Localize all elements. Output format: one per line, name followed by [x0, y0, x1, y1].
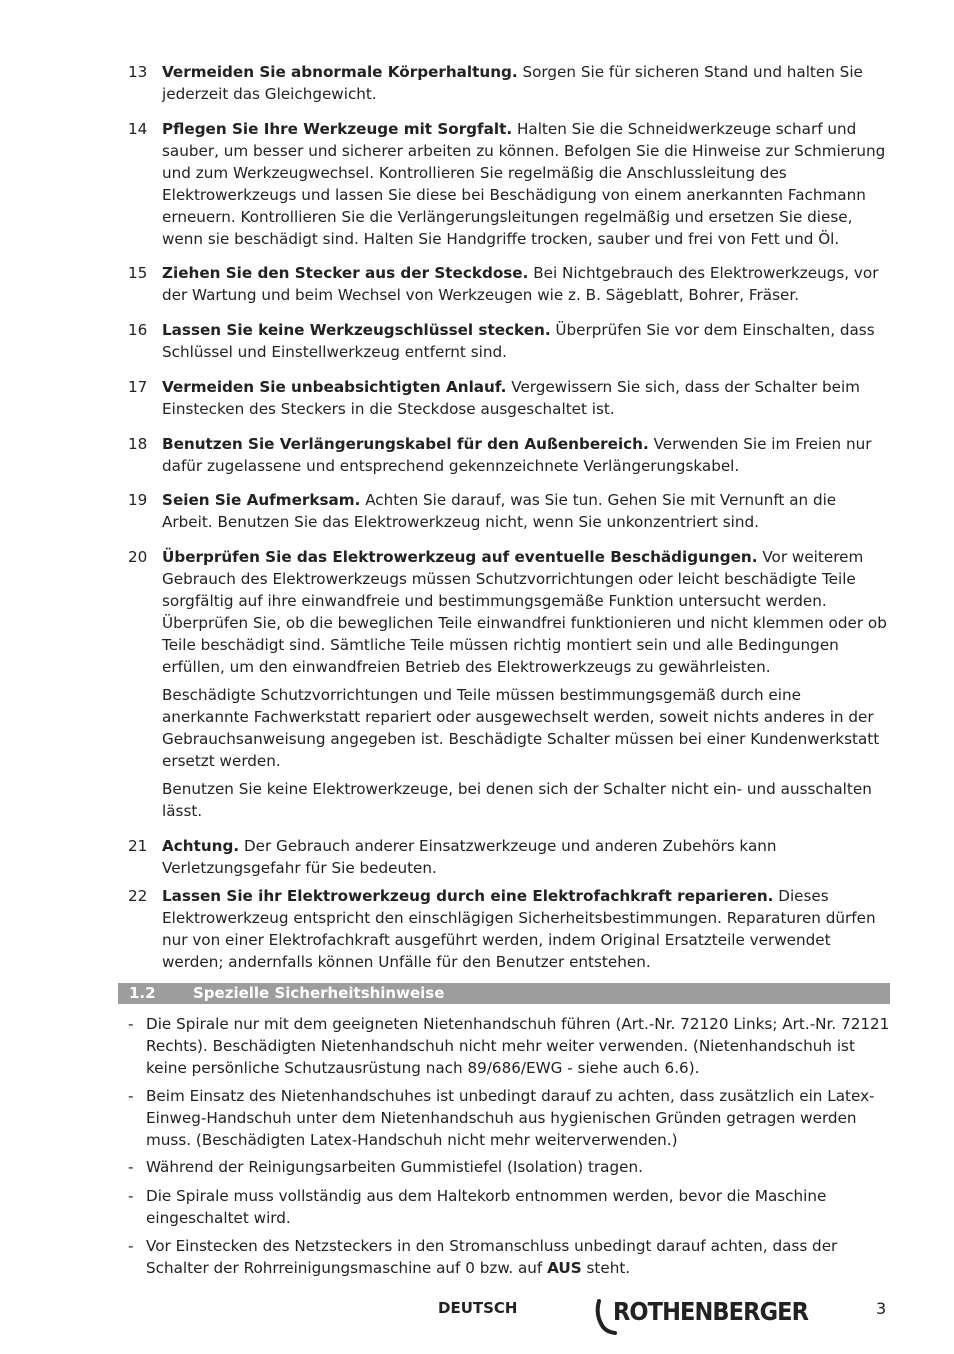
item-title: Ziehen Sie den Stecker aus der Steckdose.: [162, 264, 529, 282]
page-number: 3: [876, 1299, 887, 1318]
item-title: Überprüfen Sie das Elektrowerkzeug auf eventuelle Beschädigungen.: [162, 548, 758, 566]
bullet-dash: -: [128, 1087, 134, 1105]
item-number: 17: [128, 378, 148, 396]
item-text: Verwenden Sie im Freien nur dafür zugelassene und entsprechend gekennzeichnete Verlängerungskabel.: [162, 435, 872, 475]
item-number: 18: [128, 435, 148, 453]
bullet-text: Beim Einsatz des Nietenhandschuhes ist unbedingt darauf zu achten, dass zusätzlich ein Latex-Einweg-Handschuh unter dem Nietenhandschuh aus hygienischen Gründen getragen werden muss. (Beschädigten Latex-Handschuh nicht mehr weiterverwenden.): [146, 1087, 875, 1149]
item-title: Lassen Sie keine Werkzeugschlüssel stecken.: [162, 321, 551, 339]
section-title: Spezielle Sicherheitshinweise: [193, 984, 445, 1002]
bullet-text-part: steht.: [581, 1259, 631, 1277]
list-item: [128, 433, 890, 477]
bullet-text-part: Vor Einstecken des Netzsteckers in den Stromanschluss unbedingt darauf achten, dass der Schalter der Rohrreinigungsmaschine auf 0 bzw. auf: [146, 1237, 838, 1277]
bullet-dash: -: [128, 1237, 134, 1255]
item-number: 13: [128, 63, 148, 81]
item-text: Dieses Elektrowerkzeug entspricht den einschlägigen Sicherheitsbestimmungen. Reparaturen dürfen nur von einer Elektrofachkraft ausgeführt werden, indem Original Ersatzteile verwendet werden; andernfalls können Unfälle für den Benutzer entstehen.: [162, 887, 876, 971]
item-text: Halten Sie die Schneidwerkzeuge scharf und sauber, um besser und sicherer arbeiten zu können. Befolgen Sie die Hinweise zur Schmierung und zum Werkzeugwechsel. Kontrollieren Sie regelmäßig die Anschlussleitung des Elektrowerkzeugs und lassen Sie diese bei Beschädigung von einem anerkannten Fachmann erneuern. Kontrollieren Sie die Verlängerungsleitungen regelmäßig und ersetzen Sie diese, wenn sie beschädigt sind. Halten Sie Handgriffe trocken, sauber und frei von Fett und Öl.: [162, 120, 886, 248]
bullet-dash: -: [128, 1015, 134, 1033]
bullet-text: Die Spirale muss vollständig aus dem Haltekorb entnommen werden, bevor die Maschine eingeschaltet wird.: [146, 1187, 827, 1227]
item-number: 19: [128, 491, 148, 509]
item-title: Achtung.: [162, 837, 240, 855]
item-title: Benutzen Sie Verlängerungskabel für den Außenbereich.: [162, 435, 649, 453]
section-number: 1.2: [129, 984, 156, 1002]
item-text: Der Gebrauch anderer Einsatzwerkzeuge und anderen Zubehörs kann Verletzungsgefahr für Sie bedeuten.: [162, 837, 777, 877]
item-number: 14: [128, 120, 148, 138]
item-text: Überprüfen Sie vor dem Einschalten, dass Schlüssel und Einstellwerkzeug entfernt sind.: [162, 321, 875, 361]
item-number: 15: [128, 264, 148, 282]
item-text: Vergewissern Sie sich, dass der Schalter beim Einstecken des Steckers in die Steckdose ausgeschaltet ist.: [162, 378, 860, 418]
bullet-text: Während der Reinigungsarbeiten Gummistiefel (Isolation) tragen.: [146, 1158, 643, 1176]
brand-name: ROTHENBERGER: [613, 1297, 809, 1326]
bullet-item: [128, 1235, 890, 1279]
bullet-text-bold: AUS: [547, 1259, 582, 1277]
item-paragraph: Beschädigte Schutzvorrichtungen und Teile müssen bestimmungsgemäß durch eine anerkannte Fachwerkstatt repariert oder ausgewechselt werden, soweit nichts anderes in der Gebrauchsanweisung angegeben ist. Beschädigte Schalter müssen bei einer Kundenwerkstatt ersetzt werden.: [162, 686, 880, 770]
item-title: Lassen Sie ihr Elektrowerkzeug durch eine Elektrofachkraft reparieren.: [162, 887, 774, 905]
item-text: Achten Sie darauf, was Sie tun. Gehen Sie mit Vernunft an die Arbeit. Benutzen Sie das Elektrowerkzeug nicht, wenn Sie unkonzentriert sind.: [162, 491, 837, 531]
list-item: [128, 835, 890, 879]
list-item: [128, 376, 890, 420]
bullet-dash: -: [128, 1158, 134, 1176]
bullet-text: Die Spirale nur mit dem geeigneten Nietenhandschuh führen (Art.-Nr. 72120 Links; Art.-Nr. 72121 Rechts). Beschädigten Nietenhandschuh nicht mehr weiter verwenden. (Nietenhandschuh ist keine persönliche Schutzausrüstung nach 89/686/EWG - siehe auch 6.6).: [146, 1015, 890, 1077]
bullet-dash: -: [128, 1187, 134, 1205]
item-title: Vermeiden Sie unbeabsichtigten Anlauf.: [162, 378, 507, 396]
list-item: [128, 262, 890, 306]
item-number: 21: [128, 837, 148, 855]
list-item: [128, 885, 890, 973]
item-text: Sorgen Sie für sicheren Stand und halten Sie jederzeit das Gleichgewicht.: [162, 63, 863, 103]
list-item: [128, 546, 890, 822]
list-item: [128, 489, 890, 533]
item-text: Bei Nichtgebrauch des Elektrowerkzeugs, vor der Wartung und beim Wechsel von Werkzeugen wie z. B. Sägeblatt, Bohrer, Fräser.: [162, 264, 879, 304]
section-heading: [118, 983, 890, 1004]
item-number: 20: [128, 548, 148, 566]
bullet-text: [146, 1235, 890, 1279]
item-number: 16: [128, 321, 148, 339]
list-item: [128, 319, 890, 363]
item-title: Seien Sie Aufmerksam.: [162, 491, 361, 509]
list-item: [128, 61, 890, 105]
bullet-item: [128, 1156, 890, 1178]
item-title: Vermeiden Sie abnormale Körperhaltung.: [162, 63, 518, 81]
list-item: [128, 118, 890, 250]
item-paragraph: Benutzen Sie keine Elektrowerkzeuge, bei denen sich der Schalter nicht ein- und ausschalten lässt.: [162, 780, 872, 820]
bullet-item: [128, 1085, 890, 1151]
item-title: Pflegen Sie Ihre Werkzeuge mit Sorgfalt.: [162, 120, 513, 138]
bullet-item: [128, 1013, 890, 1079]
item-number: 22: [128, 887, 148, 905]
item-text: Vor weiterem Gebrauch des Elektrowerkzeugs müssen Schutzvorrichtungen oder leicht beschädigte Teile sorgfältig auf ihre einwandfreie und bestimmungsgemäße Funktion untersucht werden. Überprüfen Sie, ob die beweglichen Teile einwandfrei funktionieren und nicht klemmen oder ob Teile beschädigt sind. Sämtliche Teile müssen richtig montiert sein und alle Bedingungen erfüllen, um den einwandfreien Betrieb des Elektrowerkzeugs zu gewährleisten.: [162, 548, 887, 676]
bullet-item: [128, 1185, 890, 1229]
footer-language: DEUTSCH: [438, 1299, 518, 1317]
